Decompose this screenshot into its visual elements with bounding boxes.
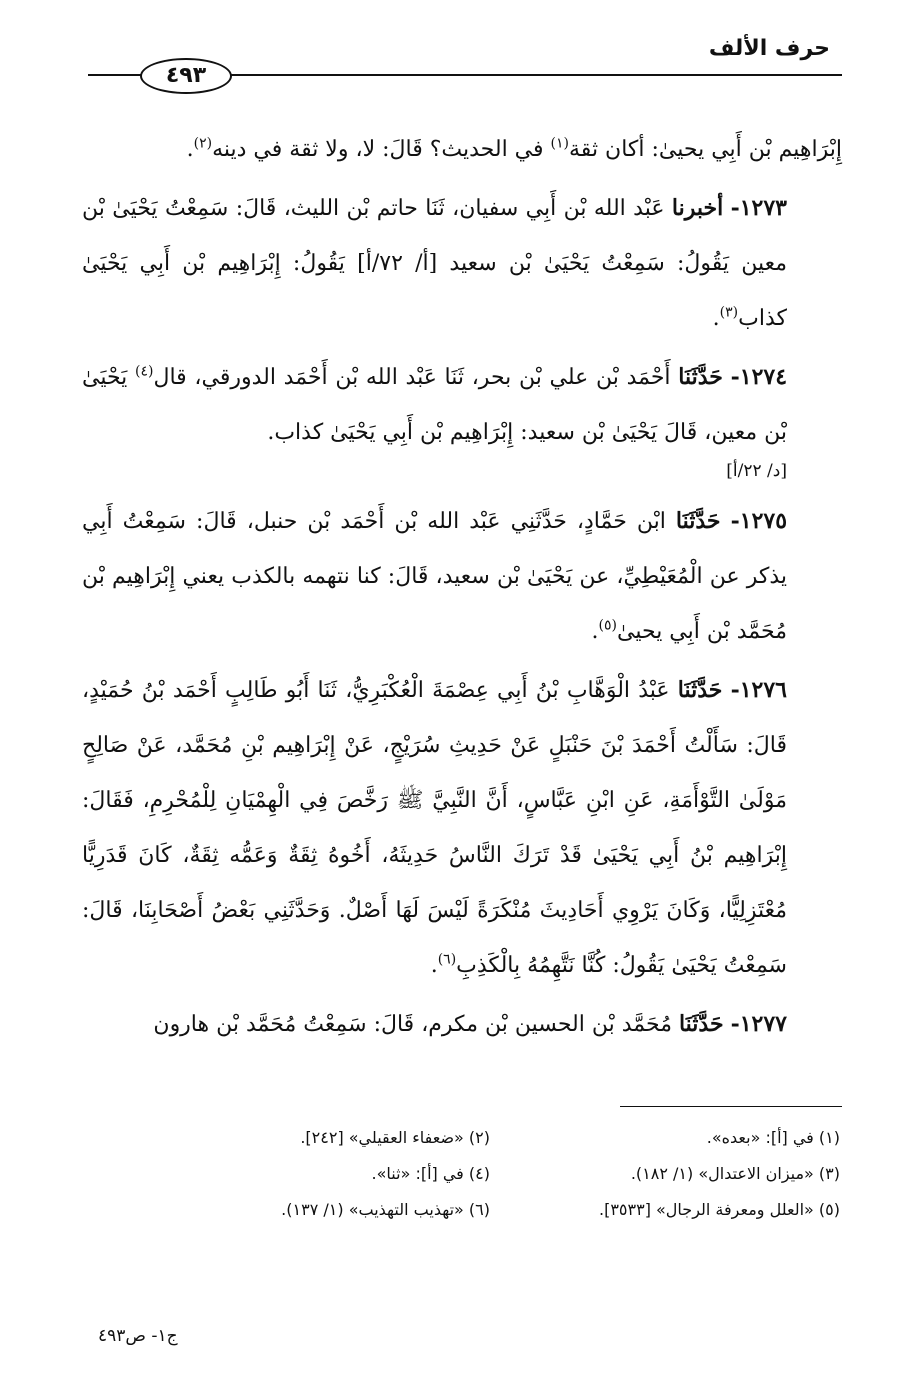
- footnote-marker: (٣): [719, 304, 739, 321]
- paragraph-text: يَحْيَىٰ بْن معين، قَالَ يَحْيَىٰ بْن سعيد: إِبْرَاهِيم بْن أَبِي يَحْيَىٰ كذاب.: [82, 365, 787, 445]
- transmission-keyword: حَدَّثَنَا: [678, 1011, 724, 1037]
- footnotes: [140, 1120, 840, 1228]
- paragraph-text: مُحَمَّد بْن الحسين بْن مكرم، قَالَ: سَمِعْتُ مُحَمَّد بْن هارون: [153, 1012, 679, 1037]
- page-footer-reference: ج١- ص٤٩٣: [98, 1326, 178, 1346]
- footnote-marker: (٥): [598, 617, 618, 634]
- paragraph-text: عَبْد الله بْن أَبِي سفيان، ثَنَا حاتم بْن الليث، قَالَ: سَمِعْتُ يَحْيَىٰ بْن معين يَقُولُ: سَمِعْتُ يَحْيَىٰ بْن سعيد [أ/ ٧٢/أ] يَقُولُ: إِبْرَاهِيم بْن أَبِي يَحْيَىٰ كذاب: [82, 196, 787, 331]
- paragraph-text: .: [591, 619, 599, 644]
- footnote-marker: (٦): [437, 951, 457, 968]
- footnote: (٦) «تهذيب التهذيب» (١/ ١٣٧).: [281, 1200, 490, 1219]
- paragraph-text: ابْن حَمَّادٍ، حَدَّثَنِي عَبْد الله بْن أَحْمَد بْن حنبل، قَالَ: سَمِعْتُ أَبِي يذكر عن الْمُعَيْطِيِّ، عن يَحْيَىٰ بْن سعيد، قَالَ: كنا نتهمه بالكذب يعني إِبْرَاهِيم بْن مُحَمَّد بْن أَبِي يحيىٰ: [82, 509, 787, 644]
- footnote: (١) في [أ]: «بعده».: [706, 1128, 840, 1147]
- manuscript-reference: [د/ ٢٢/أ]: [726, 461, 787, 481]
- hadith-1276: [82, 663, 842, 993]
- transmission-keyword: حَدَّثَنَا: [677, 677, 723, 703]
- footnote-row: [140, 1120, 840, 1156]
- hadith-1277: [82, 997, 842, 1052]
- paragraph-text: أَحْمَد بْن علي بْن بحر، ثَنَا عَبْد الله بْن أَحْمَد الدورقي، قال: [153, 365, 679, 390]
- paragraph-text: إِبْرَاهِيم بْن أَبِي يحيىٰ: أكان ثقة: [569, 137, 842, 162]
- hadith-number: ١٢٧٦-: [730, 677, 787, 703]
- transmission-keyword: حَدَّثَنَا: [678, 364, 723, 390]
- footnote: (٢) «ضعفاء العقيلي» [٢٤٢].: [300, 1128, 490, 1147]
- footnote-marker: (١): [550, 135, 570, 152]
- footnote-rule: [620, 1106, 842, 1107]
- footnote-row: [140, 1156, 840, 1192]
- paragraph-text: عَبْدُ الْوَهَّابِ بْنُ أَبِي عِصْمَةَ الْعُكْبَرِيُّ، ثَنَا أَبُو طَالِبٍ أَحْمَد بْنُ حُمَيْدٍ، قَالَ: سَأَلْتُ أَحْمَدَ بْنَ حَنْبَلٍ عَنْ حَدِيثِ سُرَيْجٍ، عَنْ إِبْرَاهِيم بْنِ مُحَمَّد، عَنْ صَالِحٍ مَوْلَىٰ التَّوْأَمَةِ، عَنِ ابْنِ عَبَّاسٍ، أَنَّ النَّبِيَّ ﷺ رَخَّصَ فِي الْهِمْيَانِ لِلْمُحْرِمِ، فَقَالَ: إِبْرَاهِيم بْنُ أَبِي يَحْيَىٰ قَدْ تَرَكَ النَّاسُ حَدِيثَهُ، أَخُوهُ ثِقَةٌ وَعَمُّه ثِقَةٌ، كَانَ قَدَرِيًّا مُعْتَزِلِيًّا، وَكَانَ يَرْوِي أَحَادِيثَ مُنْكَرَةً لَيْسَ لَهَا أَصْلٌ. وَحَدَّثَنِي بَعْضُ أَصْحَابِنَا، قَالَ: سَمِعْتُ يَحْيَىٰ يَقُولُ: كُنَّا نَتَّهِمُهُ بِالْكَذِبِ: [82, 678, 787, 978]
- paragraph-text: .: [712, 306, 720, 331]
- hadith-number: ١٢٧٧-: [730, 1011, 787, 1037]
- page-number-badge: ٤٩٣: [140, 58, 232, 94]
- hadith-1275: [82, 494, 842, 659]
- footnote: (٣) «ميزان الاعتدال» (١/ ١٨٢).: [630, 1164, 840, 1183]
- transmission-keyword: أخبرنا: [671, 195, 724, 221]
- paragraph-text: .: [186, 137, 194, 162]
- footnote-marker: (٤): [135, 363, 154, 380]
- paragraph-continuation: [82, 122, 842, 177]
- hadith-number: ١٢٧٤-: [730, 364, 788, 390]
- hadith-number: ١٢٧٣-: [730, 195, 787, 221]
- chapter-title: حرف الألف: [708, 36, 830, 61]
- hadith-1273: [82, 181, 842, 346]
- main-text: [82, 122, 842, 1056]
- transmission-keyword: حَدَّثَنَا: [675, 508, 721, 534]
- hadith-1274: [82, 350, 842, 488]
- paragraph-text: .: [430, 953, 438, 978]
- footnote-row: [140, 1192, 840, 1228]
- hadith-number: ١٢٧٥-: [730, 508, 788, 534]
- footnote: (٤) في [أ]: «ثنا».: [371, 1164, 490, 1183]
- footnote: (٥) «العلل ومعرفة الرجال» [٣٥٣٣].: [598, 1200, 840, 1219]
- paragraph-text: في الحديث؟ قَالَ: لا، ولا ثقة في دينه: [212, 137, 551, 162]
- footnote-marker: (٢): [193, 135, 213, 152]
